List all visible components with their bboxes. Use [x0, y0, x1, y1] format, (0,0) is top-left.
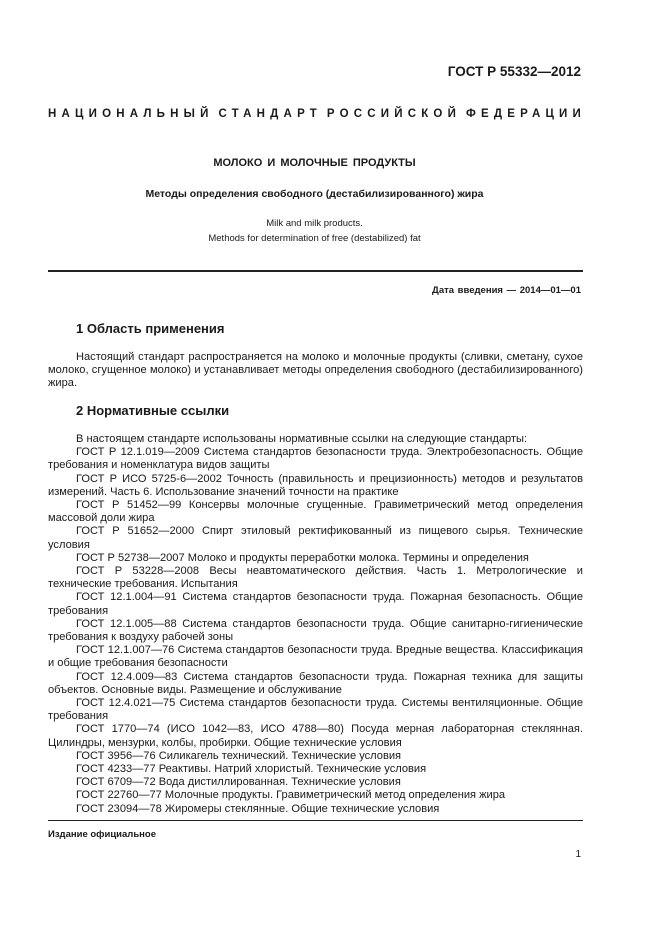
reference-item: ГОСТ 1770—74 (ИСО 1042—83, ИСО 4788—80) Посуда мерная лабораторная стеклянная. Цилиндры, мензурки, колбы, пробирки. Общие технические условия: [48, 723, 583, 749]
reference-item: ГОСТ 12.1.007—76 Система стандартов безопасности труда. Вредные вещества. Классификация и общие требования безопасности: [48, 644, 583, 670]
title-english-line: Methods for determination of free (destabilized) fat: [208, 233, 421, 244]
section-heading-scope: 1 Область применения: [76, 321, 225, 336]
reference-item: ГОСТ 23094—78 Жиромеры стеклянные. Общие технические условия: [76, 802, 440, 815]
reference-item: ГОСТ Р 52738—2007 Молоко и продукты переработки молока. Термины и определения: [76, 551, 529, 564]
banner-word: ФЕДЕРАЦИИ: [465, 108, 586, 120]
reference-item: ГОСТ Р ИСО 5725-6—2002 Точность (правильность и прецизионность) методов и результатов измерений. Часть 6. Использование значений точности на практике: [48, 472, 583, 498]
header-divider: [48, 270, 583, 272]
reference-item: ГОСТ 12.1.004—91 Система стандартов безопасности труда. Пожарная безопасность. Общие требования: [48, 591, 583, 617]
official-edition-label: Издание официальное: [48, 829, 156, 840]
title-russian: МОЛОКО И МОЛОЧНЫЕ ПРОДУКТЫ: [213, 157, 416, 169]
banner-word: НАЦИОНАЛЬНЫЙ: [48, 108, 214, 120]
reference-item: ГОСТ 12.4.021—75 Система стандартов безопасности труда. Системы вентиляционные. Общие требования: [48, 697, 583, 723]
banner-word: СТАНДАРТ: [218, 108, 323, 120]
banner-word: РОССИЙСКОЙ: [326, 108, 462, 120]
paragraph: Настоящий стандарт распространяется на молоко и молочные продукты (сливки, сметану, сухое молоко, сгущенное молоко) и устанавливает методы определения свободного (дестабилизированного) жира.: [48, 351, 583, 390]
reference-item: ГОСТ Р 51652—2000 Спирт этиловый ректификованный из пищевого сырья. Технические условия: [48, 525, 583, 551]
page-number: 1: [575, 849, 581, 860]
reference-item: ГОСТ Р 53228—2008 Весы неавтоматического действия. Часть 1. Метрологические и технические требования. Испытания: [48, 565, 583, 591]
document-code: ГОСТ Р 55332—2012: [447, 64, 581, 79]
reference-item: ГОСТ 4233—77 Реактивы. Натрий хлористый. Технические условия: [76, 763, 427, 776]
section-heading-references: 2 Нормативные ссылки: [76, 403, 230, 418]
reference-item: ГОСТ 3956—76 Силикагель технический. Технические условия: [76, 749, 402, 762]
title-english: [48, 216, 581, 246]
footer-divider: [48, 820, 583, 821]
title-english-line: Milk and milk products.: [266, 218, 363, 229]
reference-item: ГОСТ Р 12.1.019—2009 Система стандартов безопасности труда. Электробезопасность. Общие требования и номенклатура видов защиты: [48, 446, 583, 472]
reference-item: ГОСТ 12.4.009—83 Система стандартов безопасности труда. Пожарная техника для защиты объектов. Основные виды. Размещение и обслуживание: [48, 670, 583, 696]
reference-item: ГОСТ 22760—77 Молочные продукты. Гравиметрический метод определения жира: [76, 789, 506, 802]
section-scope-text: [48, 351, 583, 391]
reference-item: ГОСТ Р 51452—99 Консервы молочные сгущенные. Гравиметрический метод определения массовой доли жира: [48, 499, 583, 525]
reference-item: ГОСТ 12.1.005—88 Система стандартов безопасности труда. Общие санитарно-гигиенические требования к воздуху рабочей зоны: [48, 617, 583, 644]
introduction-date: Дата введения — 2014—01—01: [432, 285, 581, 296]
reference-item: ГОСТ 6709—72 Вода дистиллированная. Технические условия: [76, 776, 401, 789]
references-intro: В настоящем стандарте использованы нормативные ссылки на следующие стандарты:: [76, 433, 528, 445]
references-list: [48, 433, 583, 816]
national-standard-banner: [48, 108, 586, 120]
subtitle-russian: Методы определения свободного (дестабилизированного) жира: [145, 188, 484, 200]
